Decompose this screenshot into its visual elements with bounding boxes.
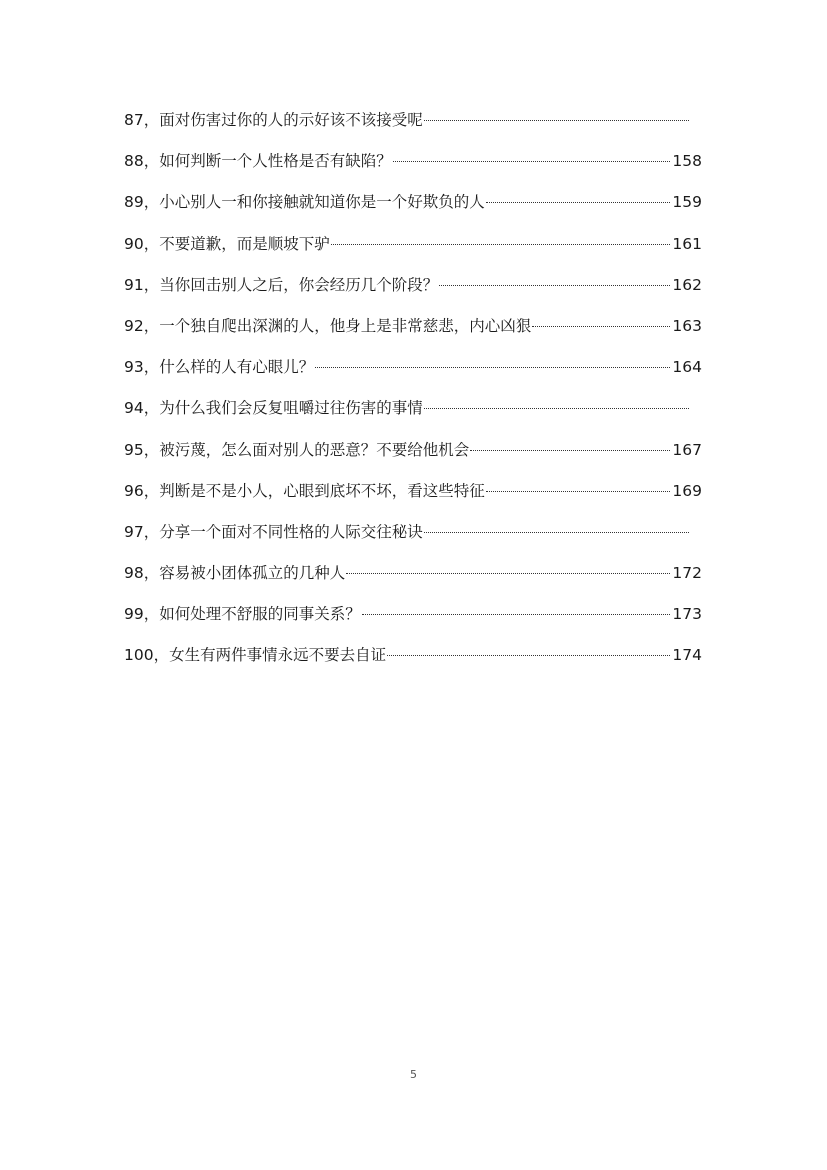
toc-entry[interactable] xyxy=(124,232,702,273)
toc-entry-page: 167 xyxy=(672,440,702,459)
toc-entry-page: 161 xyxy=(672,234,702,253)
toc-dot-leader xyxy=(486,202,671,203)
toc-dot-leader xyxy=(424,408,689,409)
toc-dot-leader xyxy=(439,285,670,286)
toc-dot-leader xyxy=(331,244,671,245)
toc-entry[interactable] xyxy=(124,273,702,314)
toc-entry-page: 172 xyxy=(672,564,702,583)
toc-entry-title[interactable]: 93，什么样的人有心眼儿？ xyxy=(124,358,315,377)
toc-entry-title[interactable]: 100，女生有两件事情永远不要去自证 xyxy=(124,646,387,665)
toc-dot-leader xyxy=(470,450,670,451)
toc-entry-title[interactable]: 90，不要道歉，而是顺坡下驴 xyxy=(124,234,330,253)
toc-entry-title[interactable]: 99，如何处理不舒服的同事关系？ xyxy=(124,605,361,624)
toc-entry-title[interactable]: 97，分享一个面对不同性格的人际交往秘诀 xyxy=(124,522,423,541)
toc-entry[interactable] xyxy=(124,396,691,437)
toc-entry-page: 164 xyxy=(672,358,702,377)
toc-entry-page: 169 xyxy=(672,481,702,500)
toc-entry-title[interactable]: 96，判断是不是小人，心眼到底坏不坏，看这些特征 xyxy=(124,481,485,500)
toc-entry-page: 174 xyxy=(672,646,702,665)
page-number: 5 xyxy=(410,1068,417,1081)
toc-dot-leader xyxy=(532,326,670,327)
toc-dot-leader xyxy=(346,573,670,574)
toc-dot-leader xyxy=(486,491,671,492)
toc-entry[interactable] xyxy=(124,108,691,149)
toc-entry-title[interactable]: 92，一个独自爬出深渊的人，他身上是非常慈悲，内心凶狠 xyxy=(124,316,532,335)
toc-dot-leader xyxy=(387,655,670,656)
toc-entry[interactable] xyxy=(124,314,702,355)
toc-dot-leader xyxy=(362,614,671,615)
table-of-contents xyxy=(124,108,702,685)
toc-entry-title[interactable]: 94，为什么我们会反复咀嚼过往伤害的事情 xyxy=(124,399,423,418)
toc-entry-page: 158 xyxy=(672,152,702,171)
toc-entry[interactable] xyxy=(124,149,702,190)
toc-entry[interactable] xyxy=(124,643,702,684)
toc-entry-page: 163 xyxy=(672,316,702,335)
toc-entry[interactable] xyxy=(124,602,702,643)
toc-entry[interactable] xyxy=(124,190,702,231)
toc-entry-title[interactable]: 98，容易被小团体孤立的几种人 xyxy=(124,564,346,583)
toc-entry-title[interactable]: 89，小心别人一和你接触就知道你是一个好欺负的人 xyxy=(124,193,485,212)
toc-entry-page: 173 xyxy=(672,605,702,624)
toc-entry[interactable] xyxy=(124,355,702,396)
toc-entry[interactable] xyxy=(124,520,691,561)
toc-entry-page: 159 xyxy=(672,193,702,212)
toc-dot-leader xyxy=(424,120,689,121)
toc-entry-title[interactable]: 95，被污蔑，怎么面对别人的恶意？不要给他机会 xyxy=(124,440,470,459)
toc-entry[interactable] xyxy=(124,561,702,602)
toc-entry-page: 162 xyxy=(672,275,702,294)
toc-entry-title[interactable]: 88，如何判断一个人性格是否有缺陷？ xyxy=(124,152,392,171)
toc-dot-leader xyxy=(393,161,671,162)
toc-dot-leader xyxy=(424,532,689,533)
toc-entry-title[interactable]: 87，面对伤害过你的人的示好该不该接受呢 xyxy=(124,111,423,129)
toc-dot-leader xyxy=(315,367,670,368)
toc-entry[interactable] xyxy=(124,479,702,520)
toc-entry[interactable] xyxy=(124,438,702,479)
toc-entry-title[interactable]: 91，当你回击别人之后，你会经历几个阶段？ xyxy=(124,275,439,294)
